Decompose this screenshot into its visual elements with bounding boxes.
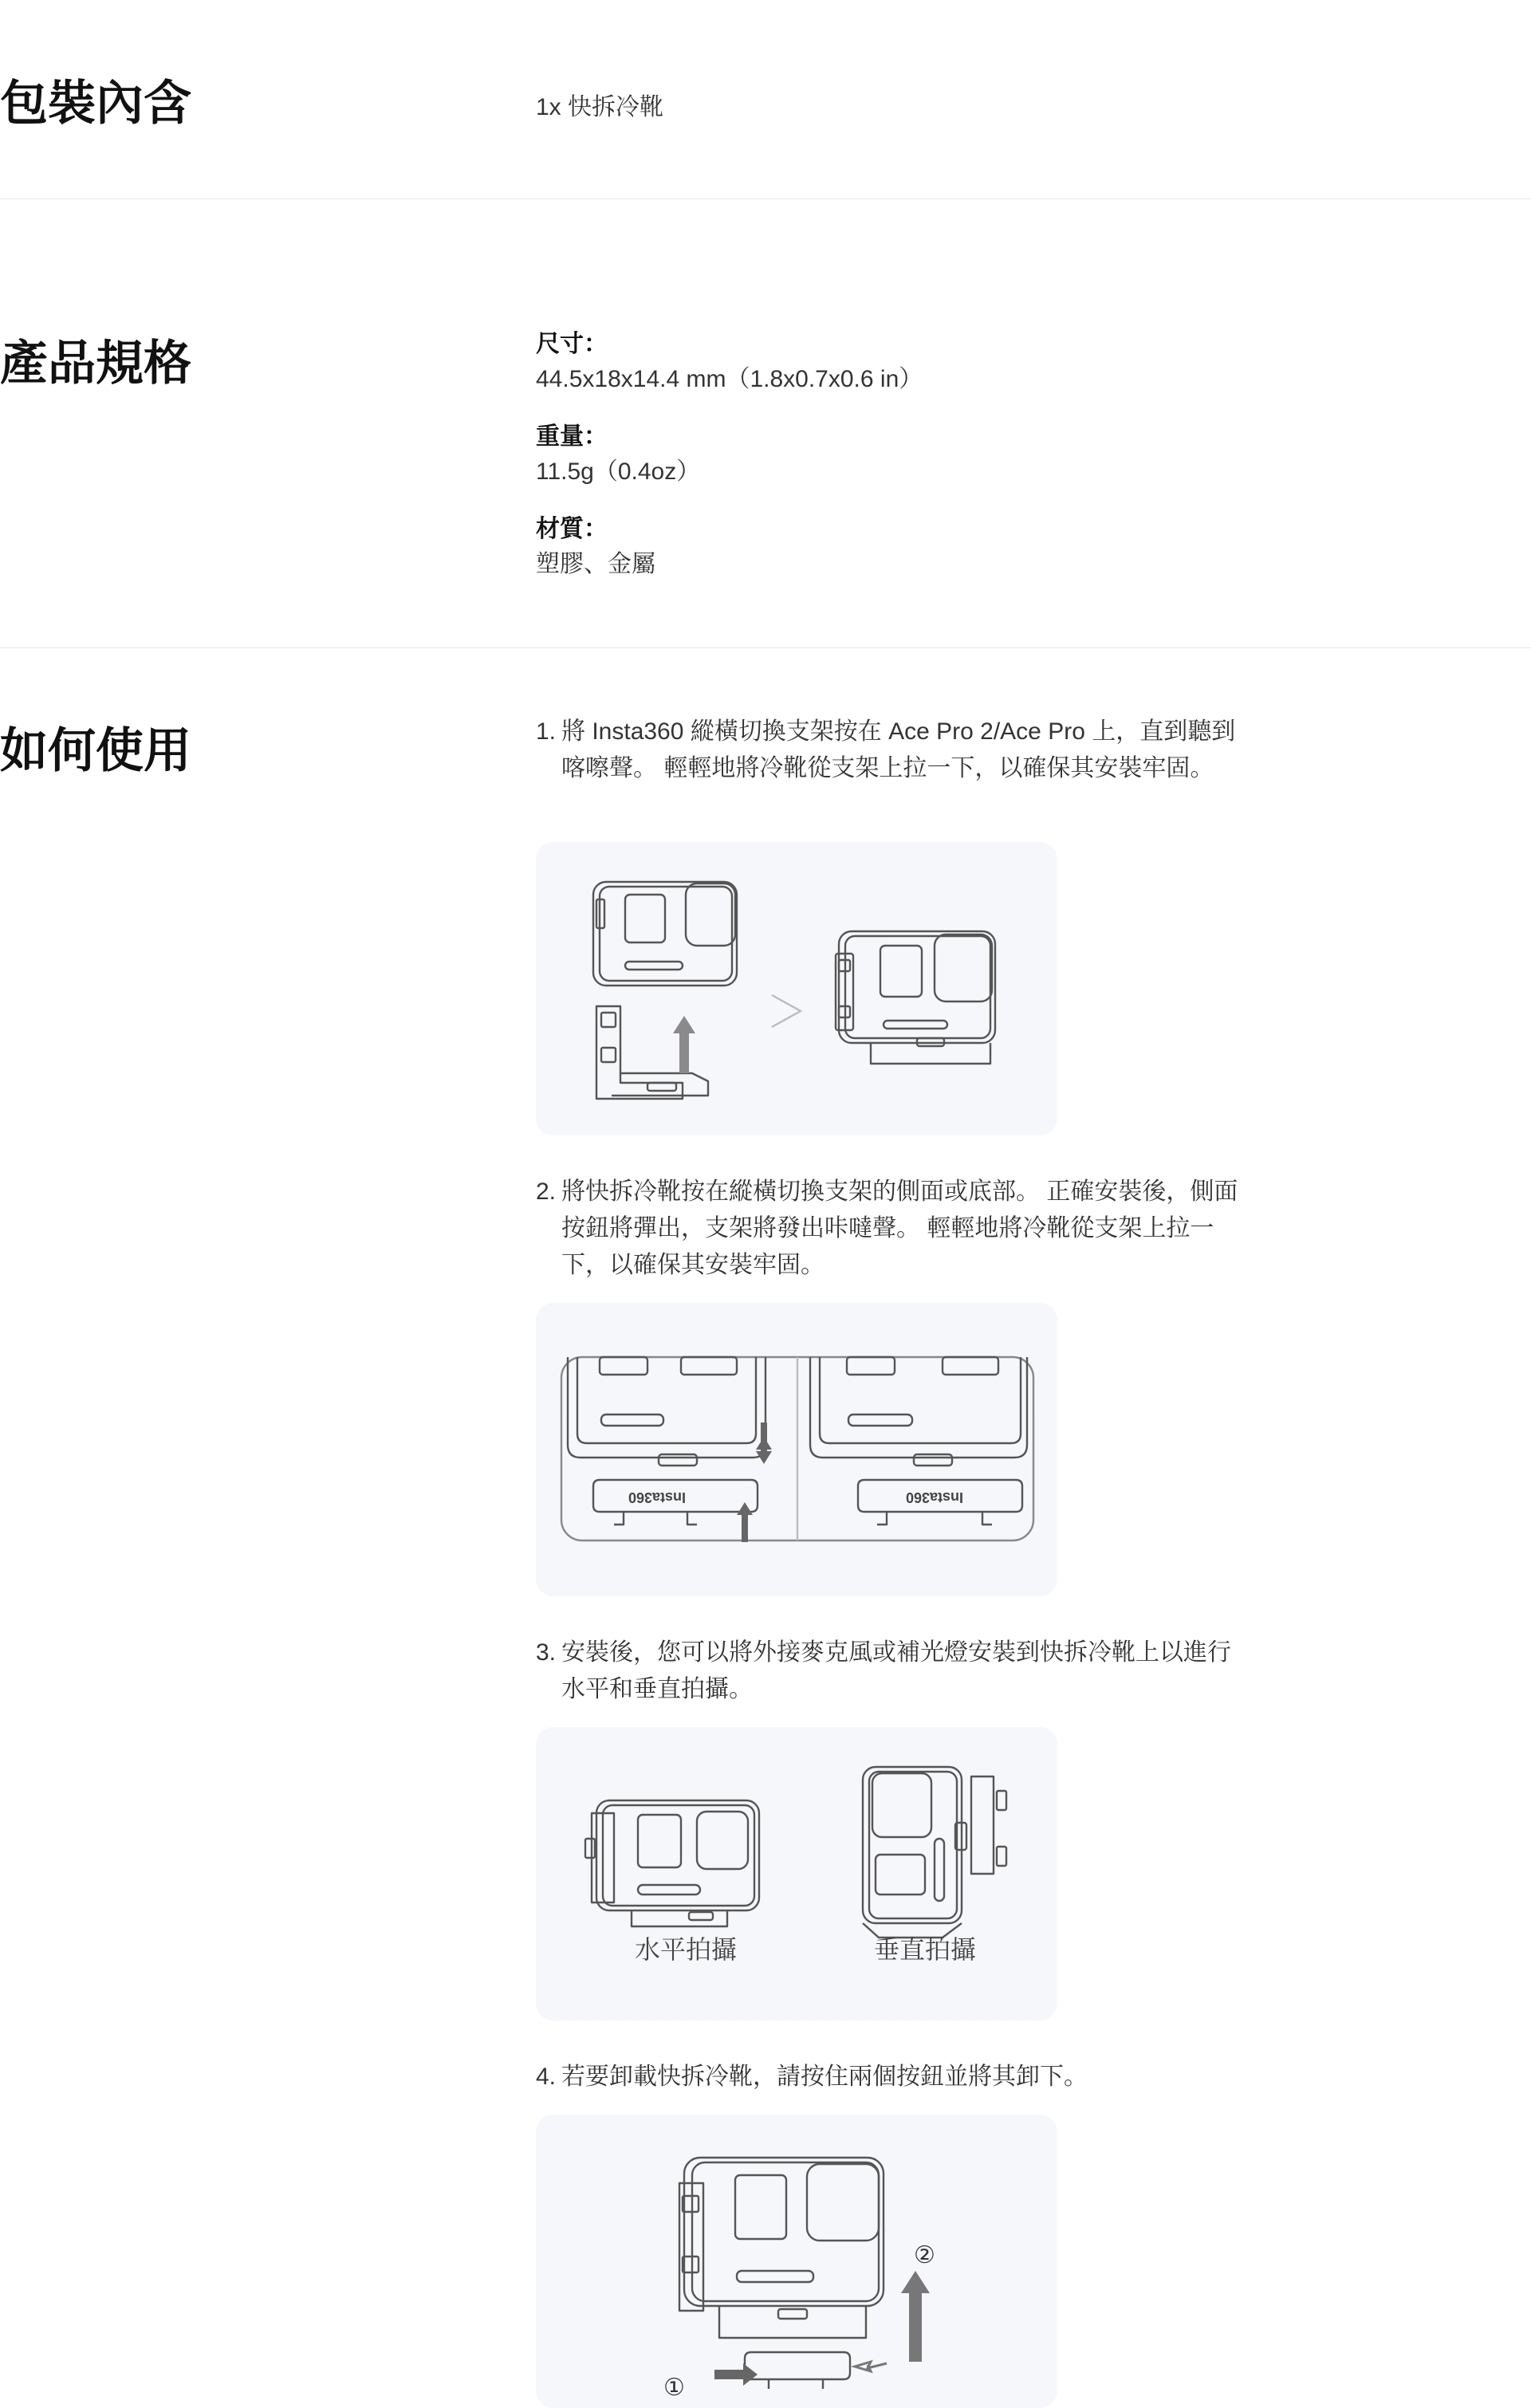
step-3 [536, 1635, 1254, 1708]
step-1 [536, 714, 1254, 787]
package-section [0, 0, 1531, 199]
illustration-2-brand-right: Insta360 [905, 1489, 963, 1505]
step-4-text: 若要卸載快拆冷靴，請按住兩個按鈕並將其卸下。 [561, 2064, 1088, 2090]
package-title: 包裝內含 [0, 77, 191, 130]
step-1-text: 將 Insta360 縱橫切換支架按在 Ace Pro 2/Ace Pro 上，直到聽到喀嚓聲。 輕輕地將冷靴從支架上拉一下，以確保其安裝牢固。 [561, 718, 1236, 781]
step-1-number: 1. [536, 718, 557, 745]
spec-material-value: 塑膠、金屬 [536, 551, 655, 577]
illustration-2-drawing [536, 1303, 1057, 1596]
caption-horizontal: 水平拍攝 [635, 1935, 738, 1964]
spec-weight-label: 重量： [536, 423, 608, 450]
step-3-number: 3. [536, 1639, 557, 1666]
marker-1: ① [663, 2374, 685, 2402]
illustration-3-drawing [536, 1727, 1057, 2020]
package-item: 1x 快拆冷靴 [536, 94, 664, 120]
spec-weight-value: 11.5g（0.4oz） [536, 458, 701, 485]
spec-dimensions-value: 44.5x18x14.4 mm（1.8x0.7x0.6 in） [536, 366, 923, 392]
step-4-number: 4. [536, 2064, 557, 2090]
caption-vertical: 垂直拍攝 [874, 1935, 977, 1964]
illustration-4 [536, 2115, 1057, 2408]
illustration-2-brand-left: Insta360 [628, 1489, 686, 1505]
step-2-number: 2. [536, 1178, 557, 1205]
divider-2 [0, 647, 1531, 648]
illustration-2 [536, 1303, 1057, 1596]
illustration-1-drawing [536, 842, 1057, 1135]
marker-2: ② [914, 2241, 935, 2269]
illustration-1 [536, 842, 1057, 1135]
spec-dimensions-label: 尺寸： [536, 331, 608, 357]
specs-section [0, 199, 1531, 647]
spec-material-label: 材質： [536, 516, 608, 542]
illustration-3 [536, 1727, 1057, 2020]
step-4 [536, 2059, 1254, 2095]
step-2 [536, 1174, 1254, 1284]
illustration-4-drawing [536, 2115, 1057, 2408]
step-2-text: 將快拆冷靴按在縱橫切換支架的側面或底部。 正確安裝後，側面按鈕將彈出，支架將發出咔噠聲。 輕輕地將冷靴從支架上拉一下，以確保其安裝牢固。 [561, 1178, 1238, 1278]
howto-title: 如何使用 [0, 724, 191, 777]
specs-title: 產品規格 [0, 336, 191, 390]
step-3-text: 安裝後，您可以將外接麥克風或補光燈安裝到快拆冷靴上以進行水平和垂直拍攝。 [561, 1639, 1231, 1702]
